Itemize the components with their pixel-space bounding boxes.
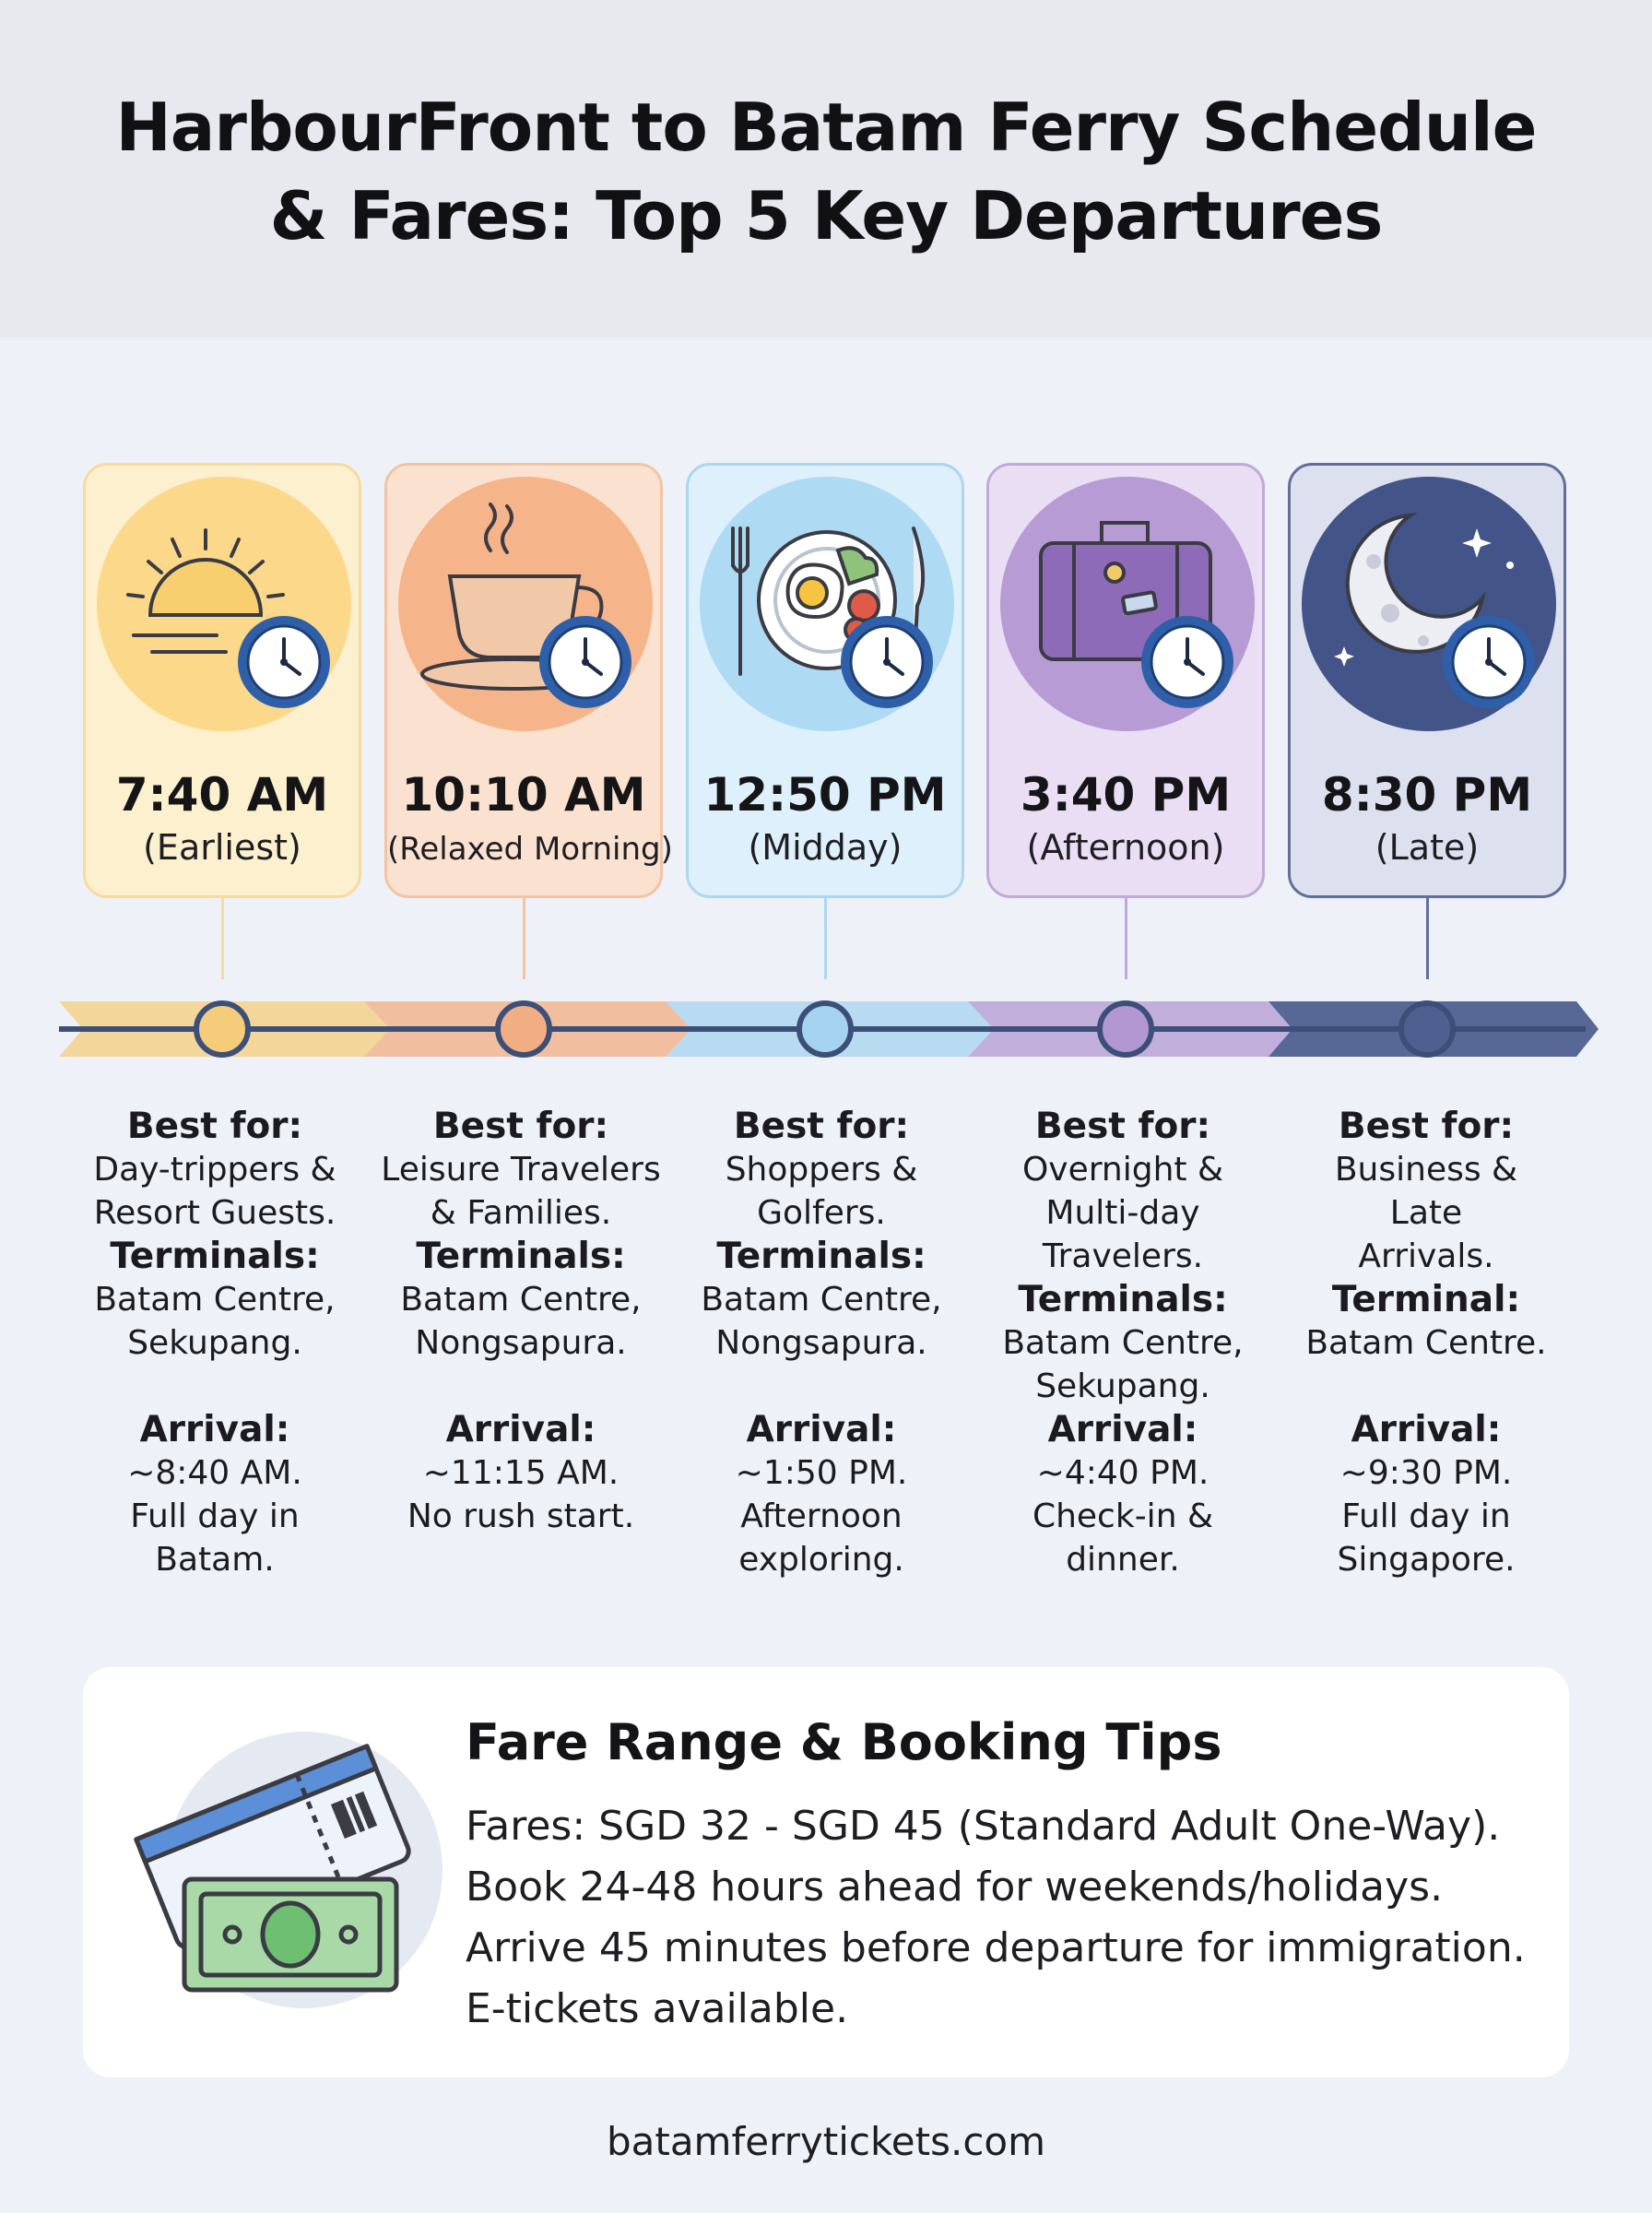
departure-subtitle: (Relaxed Morning) [387,831,673,868]
arrival-text: Check-in & [1032,1497,1214,1535]
title-line-2: & Fares: Top 5 Key Departures [269,177,1383,254]
departure-details-earliest [67,1105,362,1581]
arrival-label: Arrival: [1047,1409,1198,1450]
best-for-text: Multi-day [1045,1194,1200,1232]
arrival-text: ~9:30 PM. [1339,1454,1513,1492]
departure-time: 7:40 AM [115,768,329,822]
clock-icon [535,611,636,713]
terminals-text: Sekupang. [127,1324,302,1362]
connector-stem [1426,898,1429,979]
best-for-text: Day-trippers & [93,1151,336,1189]
departure-time: 12:50 PM [703,768,947,822]
arrival-text: Singapore. [1337,1541,1516,1579]
terminals-text: Batam Centre, [701,1281,942,1319]
departure-card-late [1288,463,1566,898]
best-for-text: Overnight & [1021,1151,1224,1189]
clock-icon [1438,611,1540,713]
terminals-label: Terminals: [110,1236,320,1277]
timeline-node [799,1003,851,1055]
terminals-text: Batam Centre, [400,1281,642,1319]
terminals-text: Nongsapura. [415,1324,627,1362]
arrival-label: Arrival: [1351,1409,1502,1450]
fare-line: Arrive 45 minutes before departure for immigration. [466,1924,1526,1971]
page-title [0,83,1652,260]
fare-line: Fares: SGD 32 - SGD 45 (Standard Adult One-Way). [466,1803,1501,1850]
departure-subtitle: (Earliest) [143,827,301,868]
fare-box-text [466,1796,1526,2040]
timeline-node [498,1003,549,1055]
timeline-node [196,1003,248,1055]
terminals-text: Batam Centre. [1305,1324,1547,1362]
arrival-text: ~11:15 AM. [422,1454,620,1492]
best-for-text: Golfers. [757,1194,886,1232]
departure-subtitle: (Afternoon) [1026,827,1225,868]
ticket-and-cash-icon [120,1713,452,2018]
timeline-node [1401,1003,1453,1055]
departure-time: 8:30 PM [1321,768,1533,822]
arrival-text: Full day in [130,1497,300,1535]
best-for-text: Travelers. [1042,1237,1204,1275]
clock-icon [233,611,335,713]
best-for-label: Best for: [1338,1106,1515,1147]
departure-details-late [1279,1105,1574,1581]
departure-card-afternoon [986,463,1265,898]
timeline-node [1100,1003,1151,1055]
arrival-text: Afternoon [740,1497,903,1535]
terminals-text: Nongsapura. [715,1324,927,1362]
terminals-label: Terminals: [416,1236,626,1277]
terminals-label: Terminals: [1018,1279,1228,1320]
departure-time: 10:10 AM [401,768,646,822]
title-line-1: HarbourFront to Batam Ferry Schedule [115,89,1537,166]
best-for-label: Best for: [432,1106,609,1147]
arrival-text: exploring. [738,1541,904,1579]
departure-time: 3:40 PM [1020,768,1232,822]
connector-stem [523,898,525,979]
connector-stem [1125,898,1127,979]
terminals-label: Terminals: [716,1236,926,1277]
arrival-label: Arrival: [445,1409,596,1450]
connector-stem [824,898,827,979]
best-for-text: Arrivals. [1358,1237,1494,1275]
departure-card-earliest [83,463,361,898]
fare-line: E-tickets available. [466,1985,849,2032]
arrival-label: Arrival: [139,1409,290,1450]
arrival-text: ~8:40 AM. [127,1454,302,1492]
arrival-text: ~4:40 PM. [1036,1454,1210,1492]
arrival-label: Arrival: [746,1409,897,1450]
arrival-text: Batam. [155,1541,275,1579]
departure-subtitle: (Midday) [748,827,903,868]
connector-stem [221,898,224,979]
best-for-label: Best for: [1034,1106,1211,1147]
best-for-text: Business & [1334,1151,1518,1189]
arrival-text: Full day in [1341,1497,1511,1535]
arrival-text: dinner. [1066,1541,1180,1579]
terminals-label: Terminal: [1331,1279,1521,1320]
fare-info-box [83,1667,1569,2077]
departure-subtitle: (Late) [1375,827,1480,868]
terminals-text: Batam Centre, [1002,1324,1244,1362]
best-for-text: Leisure Travelers [381,1151,661,1189]
clock-icon [1137,611,1238,713]
departure-details-relaxed-morning [373,1105,668,1538]
footer-website: batamferrytickets.com [606,2119,1046,2164]
terminals-text: Sekupang. [1035,1367,1210,1405]
best-for-text: Resort Guests. [93,1194,336,1232]
fare-line: Book 24-48 hours ahead for weekends/holidays. [466,1864,1444,1911]
departure-card-relaxed-morning [384,463,673,898]
departure-details-midday [674,1105,969,1581]
terminals-text: Batam Centre, [94,1281,336,1319]
best-for-text: Late [1389,1194,1463,1232]
arrival-text: No rush start. [407,1497,635,1535]
fare-box-title: Fare Range & Booking Tips [466,1713,1222,1771]
best-for-text: & Families. [430,1194,612,1232]
departure-card-midday [686,463,964,898]
best-for-text: Shoppers & [725,1151,918,1189]
departure-details-afternoon [975,1105,1270,1581]
best-for-label: Best for: [126,1106,303,1147]
best-for-label: Best for: [733,1106,910,1147]
arrival-text: ~1:50 PM. [735,1454,908,1492]
clock-icon [836,611,938,713]
